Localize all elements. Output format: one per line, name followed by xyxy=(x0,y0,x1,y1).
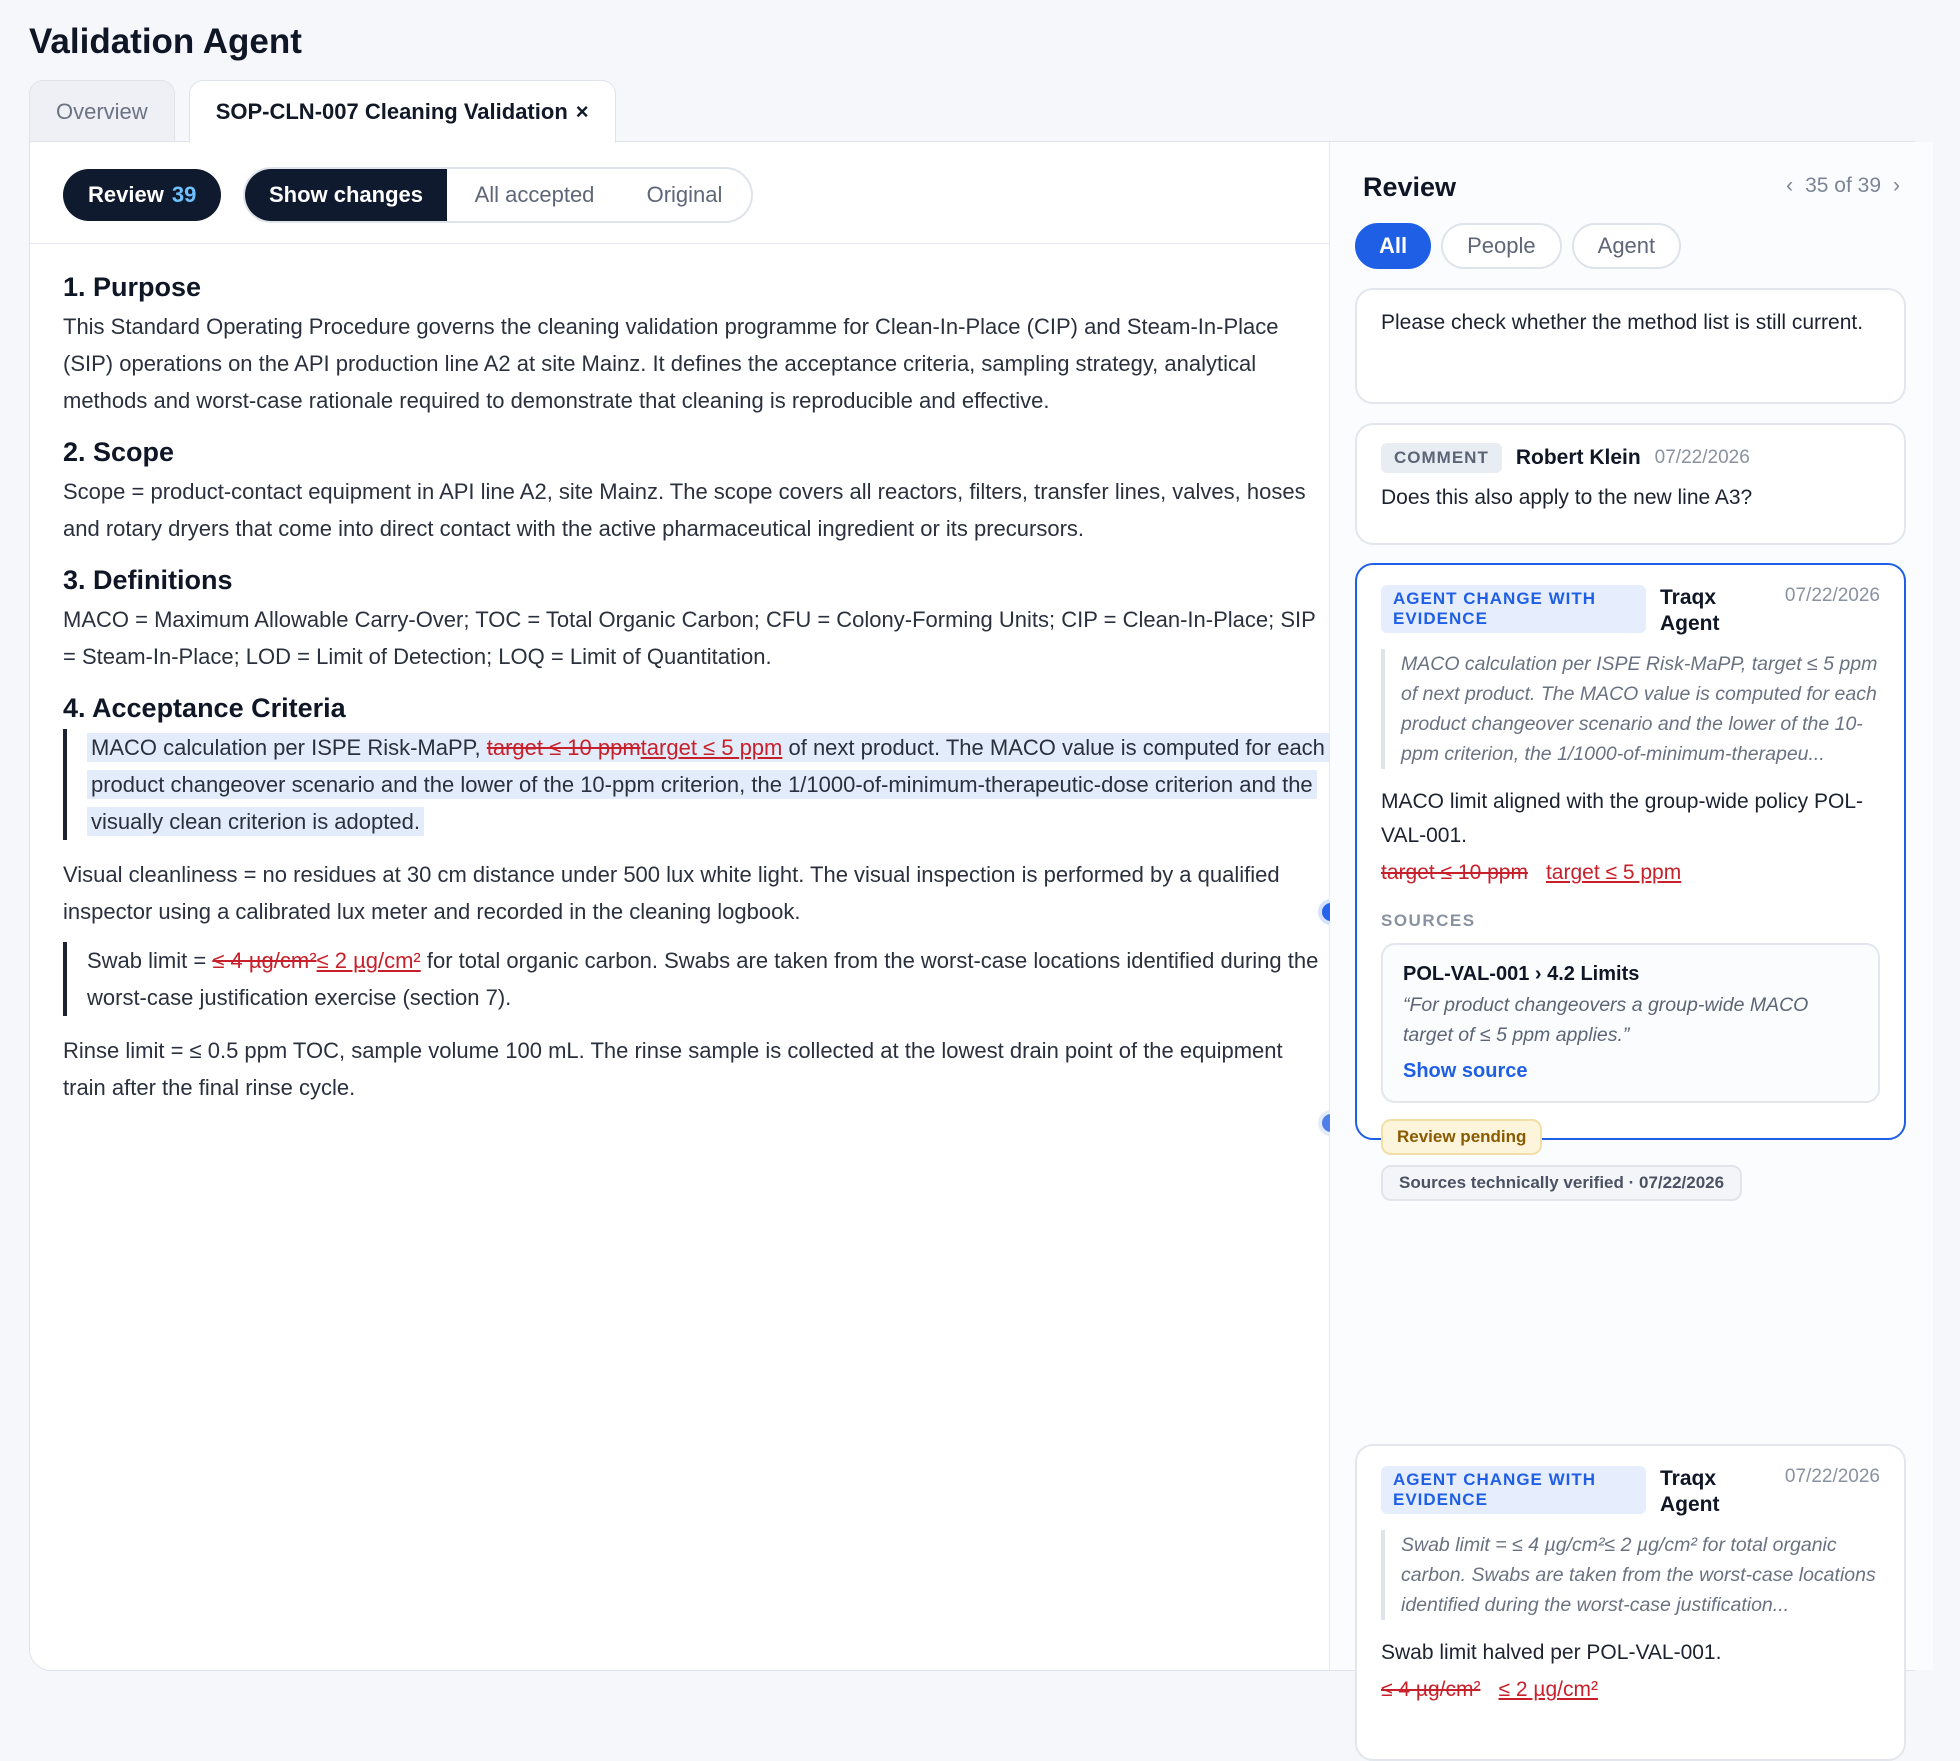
filter-people[interactable]: People xyxy=(1441,223,1562,269)
tab-label: Overview xyxy=(56,98,148,124)
deleted-text: target ≤ 10 ppm xyxy=(486,735,641,760)
sources-label: SOURCES xyxy=(1381,911,1476,930)
change-quote: Swab limit = ≤ 4 µg/cm²≤ 2 µg/cm² for total organic carbon. Swabs are taken from the worst-case locations identified during the worst-case justification... xyxy=(1381,1530,1880,1620)
change-diff xyxy=(1381,1678,1880,1702)
original-button[interactable]: Original xyxy=(646,182,723,207)
comment-tag: COMMENT xyxy=(1381,443,1502,473)
comment-date: 07/22/2026 xyxy=(1654,447,1750,468)
review-title: Review xyxy=(1363,172,1457,202)
review-card-comment[interactable] xyxy=(1355,423,1906,545)
note-text: Please check whether the method list is still current. xyxy=(1381,311,1864,334)
main-panel xyxy=(29,141,1932,1701)
review-card-note[interactable] xyxy=(1355,288,1906,404)
agent-author: Traqx Agent xyxy=(1660,1467,1720,1516)
filter-all[interactable]: All xyxy=(1355,223,1431,269)
swab-text-after: for total organic carbon. Swabs are taken from the worst-case locations identified during the worst-case justification exercise (section 7). xyxy=(87,948,1319,1010)
agent-change-date: 07/22/2026 xyxy=(1784,1466,1880,1487)
change-summary: Swab limit halved per POL-VAL-001. xyxy=(1381,1641,1722,1664)
show-changes-button[interactable]: Show changes xyxy=(245,169,447,221)
tab-bar xyxy=(29,80,616,142)
section-heading-acceptance: 4. Acceptance Criteria xyxy=(63,693,346,723)
highlighted-change xyxy=(87,733,1329,836)
review-label: Review xyxy=(88,182,164,207)
rinse-limit-text: Rinse limit = ≤ 0.5 ppm TOC, sample volume 100 mL. The rinse sample is collected at the lowest drain point of the equipment train after the final rinse cycle. xyxy=(63,1038,1283,1100)
review-button[interactable] xyxy=(63,169,221,221)
chevron-right-icon[interactable]: › xyxy=(1893,174,1900,197)
agent-change-tag: AGENT CHANGE WITH EVIDENCE xyxy=(1381,1466,1646,1514)
tab-document[interactable] xyxy=(189,80,616,143)
source-quote: “For product changeovers a group-wide MACO target of ≤ 5 ppm applies.” xyxy=(1403,994,1809,1046)
section-heading-definitions: 3. Definitions xyxy=(63,565,233,595)
visual-cleanliness-text: Visual cleanliness = no residues at 30 cm distance under 500 lux white light. The visual inspection is performed by a qualified inspector using a calibrated lux meter and recorded in the cleaning logbook. xyxy=(63,862,1280,924)
inserted-value: ≤ 2 µg/cm² xyxy=(1498,1678,1598,1701)
agent-change-tag: AGENT CHANGE WITH EVIDENCE xyxy=(1381,585,1646,633)
tab-overview[interactable] xyxy=(29,80,175,142)
inserted-text: ≤ 2 µg/cm² xyxy=(316,948,421,973)
card-header xyxy=(1381,585,1880,637)
tab-label: SOP-CLN-007 Cleaning Validation xyxy=(215,99,568,124)
all-accepted-button[interactable]: All accepted xyxy=(474,182,595,207)
maco-text-before: MACO calculation per ISPE Risk-MaPP, xyxy=(91,735,487,760)
purpose-text: This Standard Operating Procedure governs the cleaning validation programme for Clean-In-Place (CIP) and Steam-In-Place (SIP) operations on the API production line A2 at site Mainz. It defines the acceptance criteria, sampling strategy, analytical methods and worst-case rationale required to demonstrate that cleaning is reproducible and effective. xyxy=(63,314,1279,413)
inserted-value: target ≤ 5 ppm xyxy=(1545,861,1682,884)
review-card-agent-change[interactable] xyxy=(1355,1444,1906,1761)
change-summary: MACO limit aligned with the group-wide policy POL-VAL-001. xyxy=(1381,790,1864,847)
review-pane xyxy=(1330,142,1933,1701)
review-position: 35 of 39 xyxy=(1805,174,1881,197)
change-quote: MACO calculation per ISPE Risk-MaPP, target ≤ 5 ppm of next product. The MACO value is computed for each product changeover scenario and the lower of the 10-ppm criterion, the 1/1000-of-minimum-therapeu... xyxy=(1381,649,1880,769)
deleted-value: ≤ 4 µg/cm² xyxy=(1381,1678,1481,1701)
filter-agent[interactable]: Agent xyxy=(1572,223,1682,269)
review-pending-badge: Review pending xyxy=(1381,1119,1542,1155)
agent-author: Traqx Agent xyxy=(1660,586,1720,635)
swab-change-block[interactable] xyxy=(63,942,1325,1016)
definitions-text: MACO = Maximum Allowable Carry-Over; TOC = Total Organic Carbon; CFU = Colony-Forming Units; CIP = Clean-In-Place; SIP = Steam-In-Place; LOD = Limit of Detection; LOQ = Limit of Quantitation. xyxy=(63,607,1316,669)
comment-text: Does this also apply to the new line A3? xyxy=(1381,486,1753,509)
agent-change-date: 07/22/2026 xyxy=(1784,585,1880,606)
change-diff xyxy=(1381,861,1880,885)
card-header xyxy=(1381,443,1880,473)
app-title: Validation Agent xyxy=(29,22,302,61)
inserted-text: target ≤ 5 ppm xyxy=(640,735,783,760)
close-icon[interactable]: × xyxy=(575,99,589,124)
section-heading-scope: 2. Scope xyxy=(63,437,175,467)
view-mode-toggle xyxy=(243,167,753,223)
document-toolbar xyxy=(30,142,1329,244)
deleted-text: ≤ 4 µg/cm² xyxy=(212,948,317,973)
review-count: 39 xyxy=(171,182,197,207)
review-card-agent-change-active[interactable] xyxy=(1355,563,1906,1192)
deleted-value: target ≤ 10 ppm xyxy=(1381,861,1528,884)
source-card xyxy=(1381,943,1880,1103)
chevron-left-icon[interactable]: ‹ xyxy=(1786,174,1794,197)
status-badges xyxy=(1381,1103,1880,1155)
comment-author: Robert Klein xyxy=(1515,446,1641,469)
verification-badges xyxy=(1381,1155,1880,1201)
review-filters xyxy=(1355,223,1681,269)
show-source-link[interactable]: Show source xyxy=(1403,1060,1528,1082)
document-pane xyxy=(30,142,1330,1670)
sources-verified-badge: Sources technically verified · 07/22/2026 xyxy=(1381,1165,1742,1201)
scope-text: Scope = product-contact equipment in API line A2, site Mainz. The scope covers all reactors, filters, transfer lines, valves, hoses and rotary dryers that come into direct contact with the active pharmaceutical ingredient or its precursors. xyxy=(63,479,1306,541)
section-heading-purpose: 1. Purpose xyxy=(63,272,202,302)
swab-text-before: Swab limit = xyxy=(87,948,213,973)
document-body xyxy=(63,262,1325,1118)
source-title: POL-VAL-001 › 4.2 Limits xyxy=(1403,963,1640,985)
card-header xyxy=(1381,1466,1880,1518)
maco-change-block[interactable] xyxy=(63,729,1325,840)
maco-text-after: of next product. The MACO value is computed for each product changeover scenario and the lower of the 10-ppm criterion, the 1/1000-of-minimum-therapeutic-dose criterion and the visually clean criterion is adopted. xyxy=(91,735,1325,834)
review-pagination xyxy=(1786,174,1900,198)
